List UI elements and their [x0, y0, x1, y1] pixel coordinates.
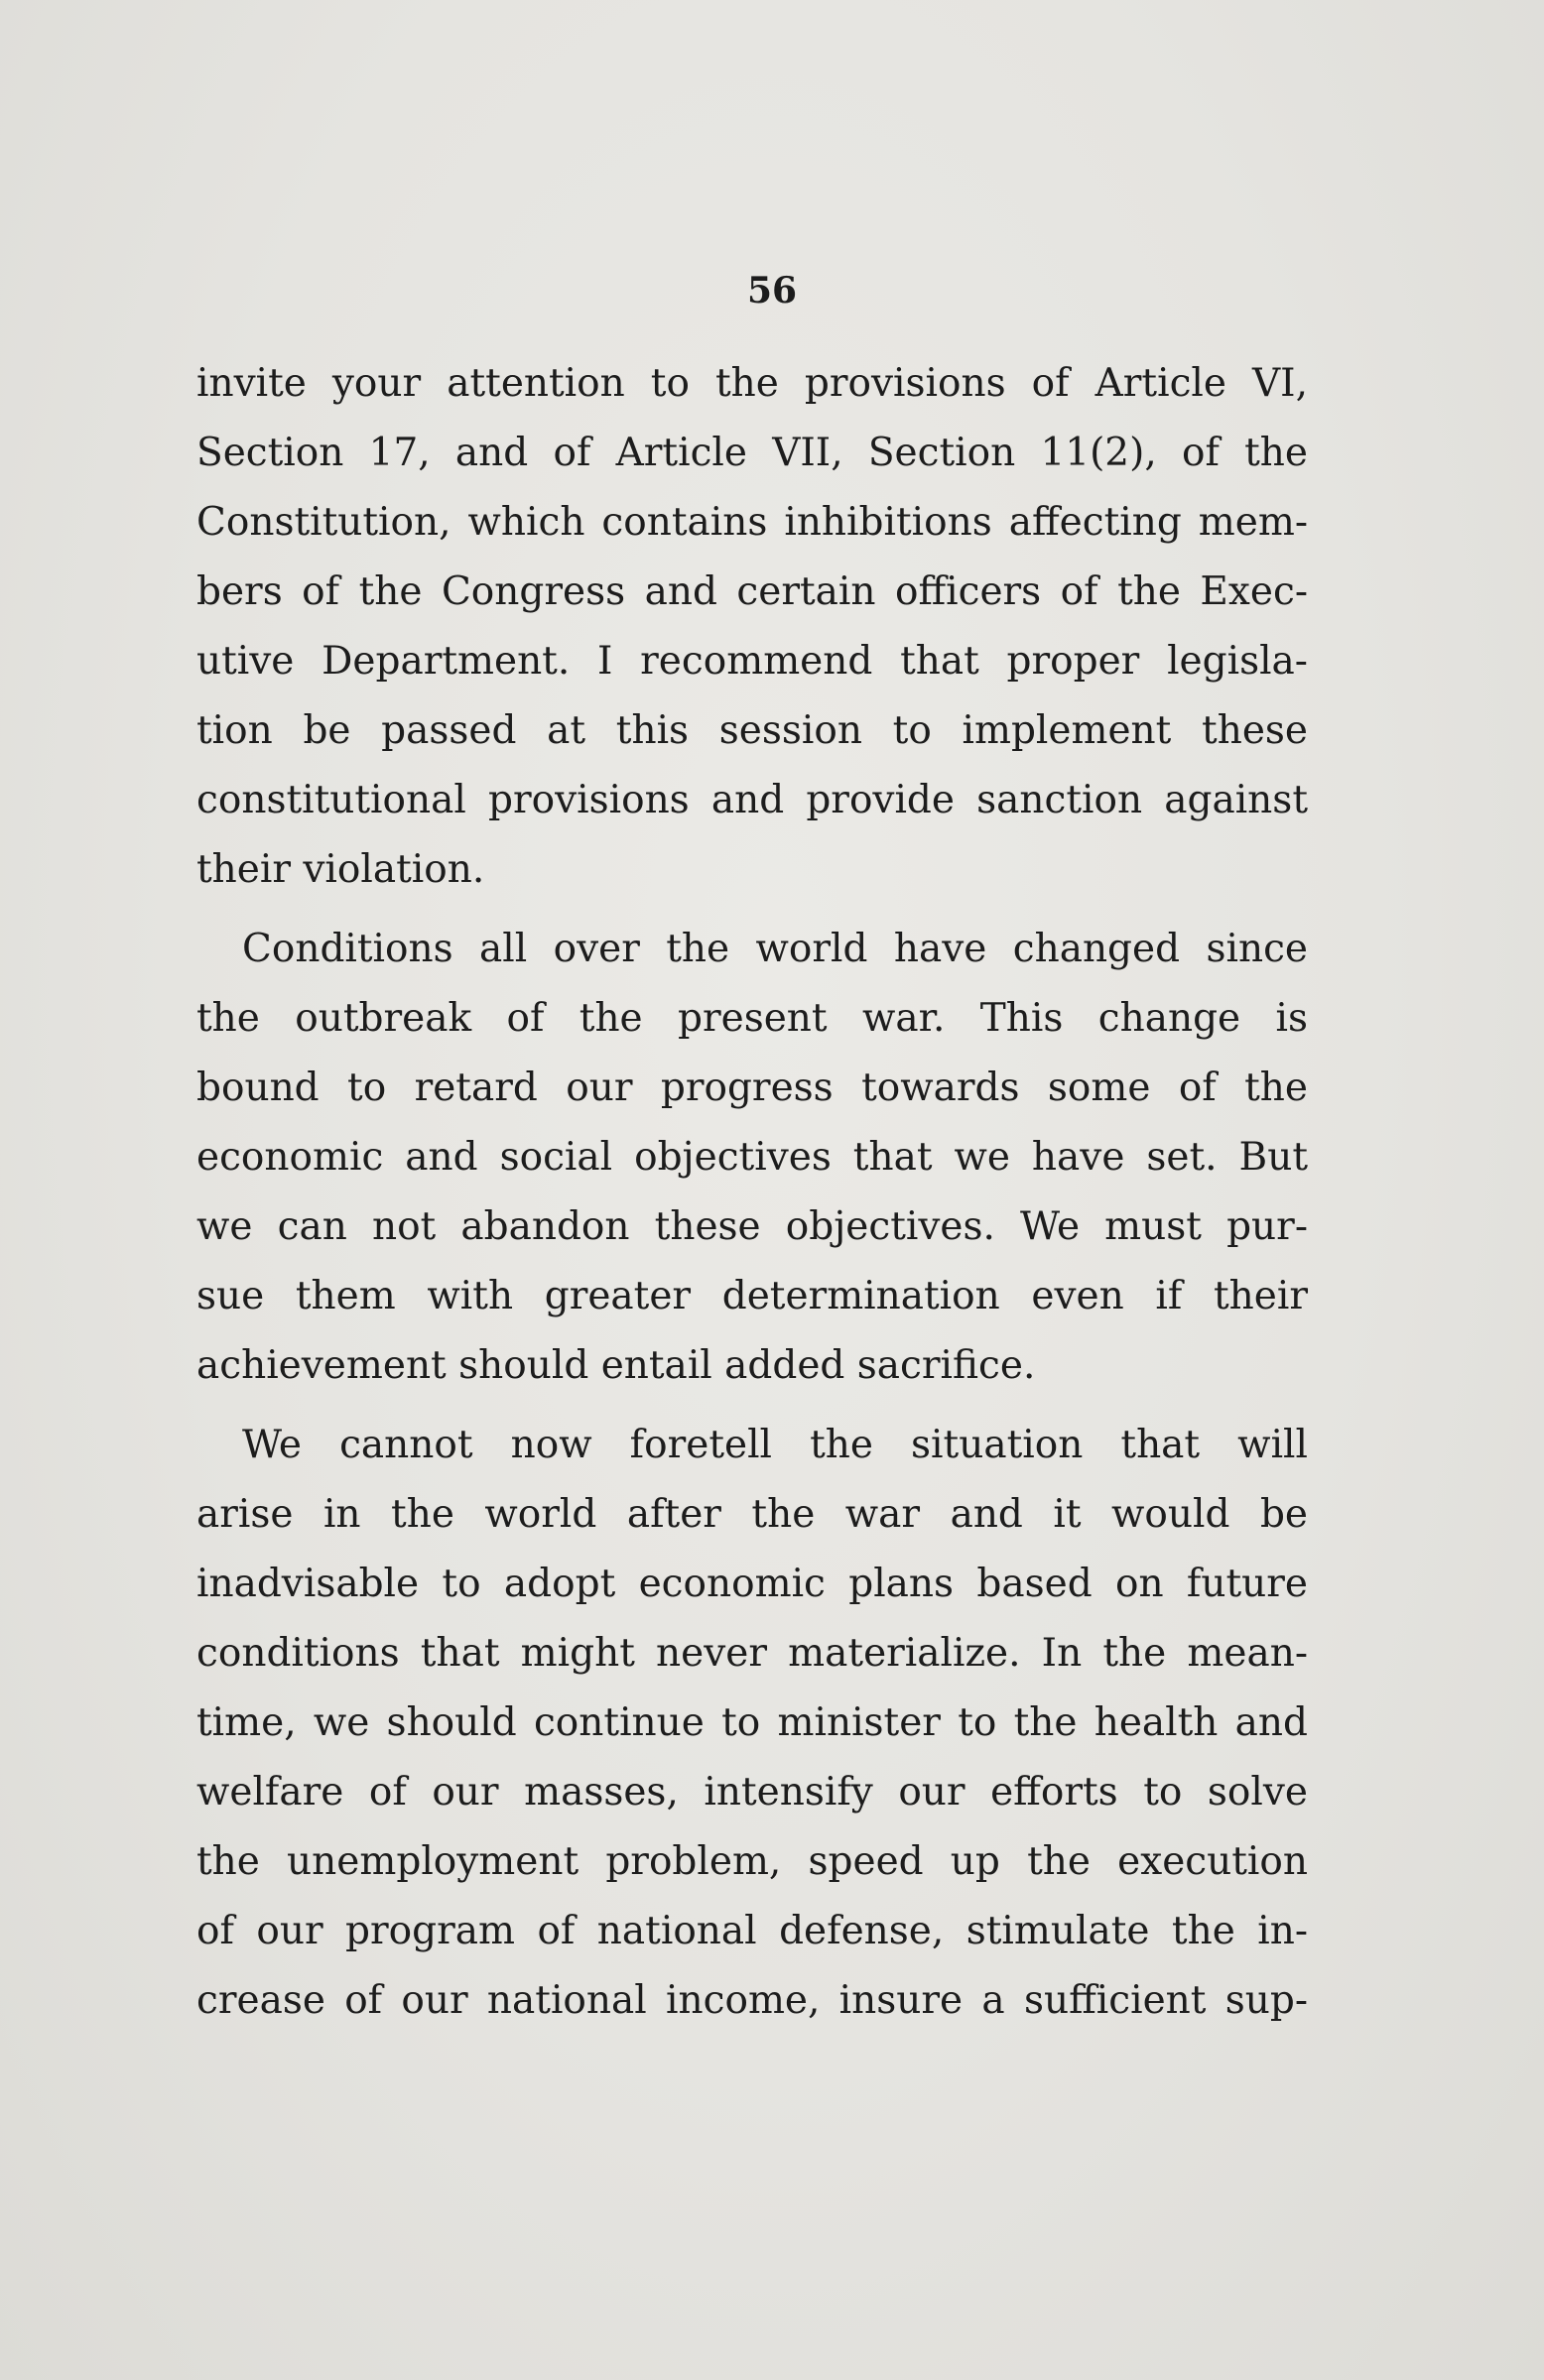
text-line: tion be passed at this session to implement these — [196, 708, 1308, 753]
text-line: Constitution, which contains inhibitions affecting mem- — [196, 500, 1308, 545]
text-line: time, we should continue to minister to the health and — [196, 1700, 1308, 1745]
page-number: 56 — [746, 270, 798, 312]
text-line: invite your attention to the provisions of Article VI, — [196, 361, 1308, 406]
paragraph-post-war — [196, 1411, 1308, 2036]
text-line: Section 17, and of Article VII, Section 11(2), of the — [196, 431, 1308, 475]
body-text — [196, 349, 1308, 2046]
text-line: bers of the Congress and certain officers of the Exec- — [196, 569, 1308, 614]
text-line: crease of our national income, insure a sufficient sup- — [196, 1978, 1308, 2023]
paragraph-legislation — [196, 349, 1308, 905]
text-line: economic and social objectives that we have set. But — [196, 1135, 1308, 1180]
text-line: of our program of national defense, stimulate the in- — [196, 1909, 1308, 1953]
text-line: achievement should entail added sacrifice. — [196, 1343, 1036, 1388]
text-line: welfare of our masses, intensify our efforts to solve — [196, 1770, 1308, 1815]
text-line: conditions that might never materialize. In the mean- — [196, 1631, 1308, 1676]
text-line: bound to retard our progress towards some of the — [196, 1065, 1308, 1110]
text-line: their violation. — [196, 847, 485, 892]
text-line: the outbreak of the present war. This change is — [196, 996, 1308, 1041]
text-line: We cannot now foretell the situation that will — [242, 1423, 1308, 1467]
text-line: we can not abandon these objectives. We must pur- — [196, 1204, 1308, 1249]
text-line: arise in the world after the war and it would be — [196, 1492, 1308, 1537]
text-line: Conditions all over the world have changed since — [242, 927, 1308, 971]
text-line: sue them with greater determination even if their — [196, 1274, 1308, 1318]
paragraph-world-conditions — [196, 915, 1308, 1401]
text-line: the unemployment problem, speed up the execution — [196, 1839, 1308, 1884]
text-line: utive Department. I recommend that proper legisla- — [196, 639, 1308, 684]
text-line: constitutional provisions and provide sanction against — [196, 778, 1308, 822]
text-line: inadvisable to adopt economic plans based on future — [196, 1562, 1308, 1606]
